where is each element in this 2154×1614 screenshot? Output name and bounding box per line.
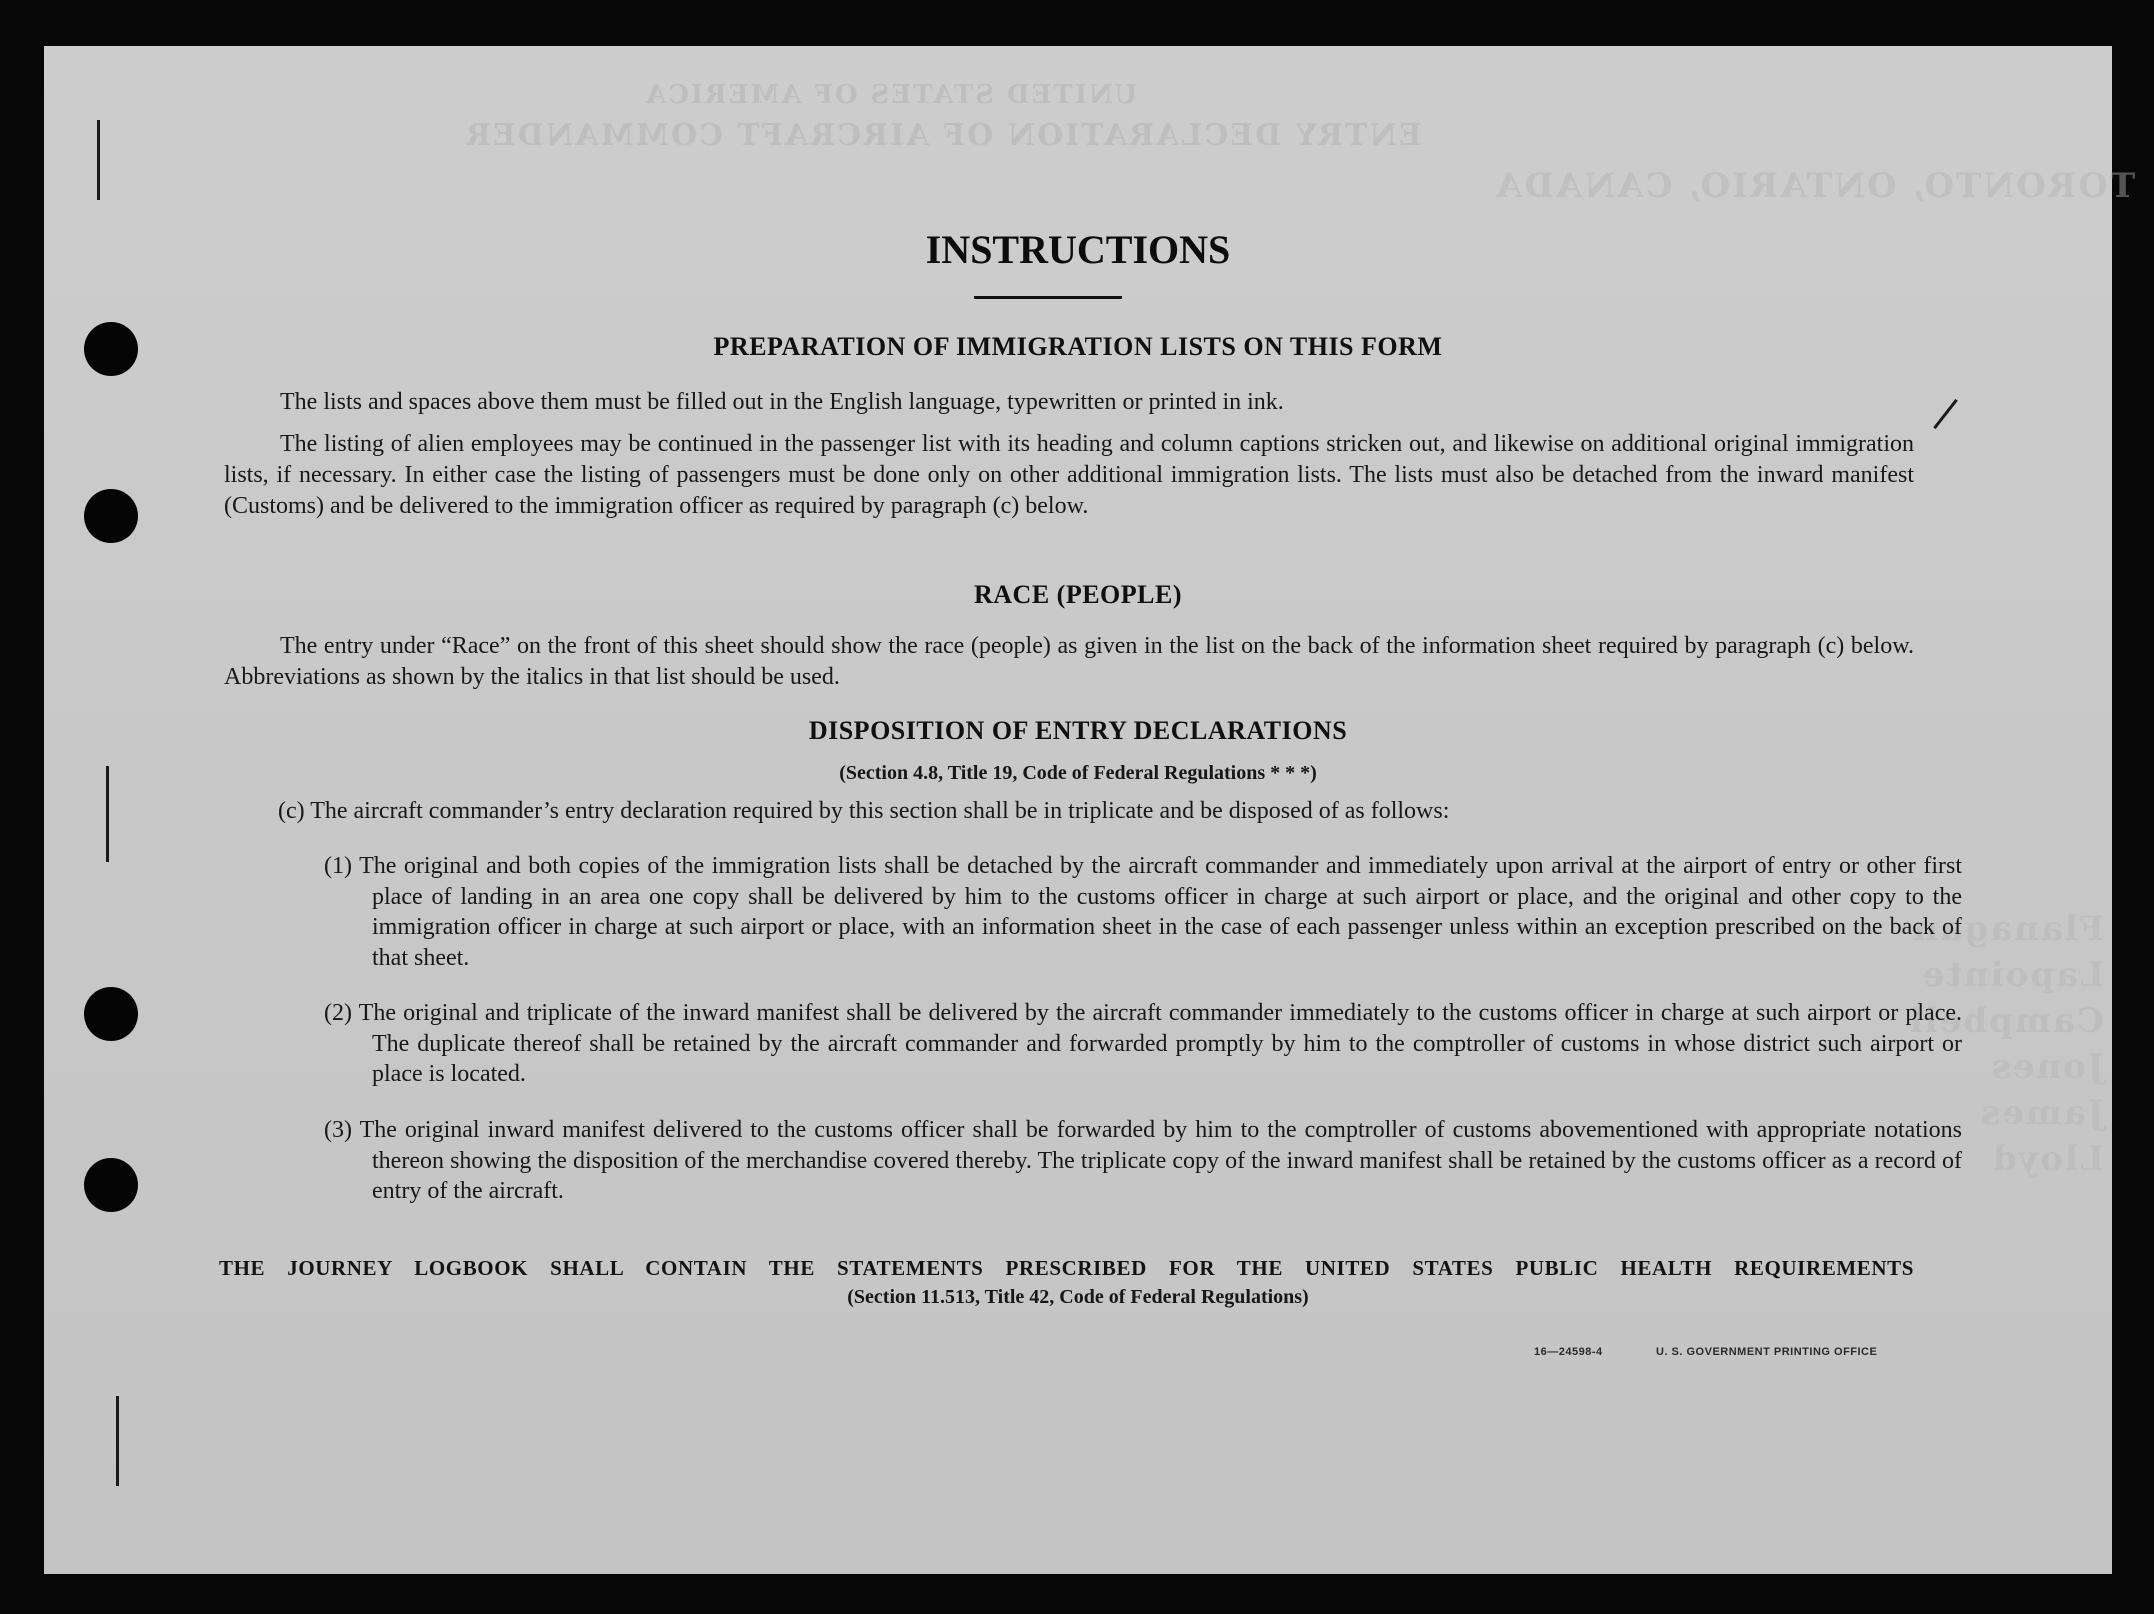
disposition-lead: (c) The aircraft commander’s entry declaration required by this section shall be in triplicate and be disposed of as follows: — [278, 798, 1450, 824]
disposition-item-3: (3) The original inward manifest delivered to the customs officer shall be forwarded by him to the comptroller of customs abovementioned with appropriate notations thereon showing the disposition of the merchandise covered thereby. The triplicate copy of the inward manifest shall be retained by the customs officer as a record of entry of the aircraft. — [324, 1117, 1962, 1204]
disposition-item-1: (1) The original and both copies of the immigration lists shall be detached by the aircraft commander and immediately upon arrival at the airport of entry or other first place of landing in an area one copy shall be delivered by him to the customs officer in charge at such airport or place, and the original and other copy to the immigration officer in charge at such airport or place, with an information sheet in the case of each passenger unless within an exception prescribed on the back of that sheet. — [324, 853, 1962, 971]
public-health-citation: (Section 11.513, Title 42, Code of Federal Regulations) — [847, 1286, 1309, 1308]
race-paragraph: The entry under “Race” on the front of this sheet should show the race (people) as given in the list on the back of the information sheet required by paragraph (c) below. Abbreviations as shown by the italics in that list should be used. — [224, 633, 1914, 690]
page-title: INSTRUCTIONS — [925, 227, 1231, 272]
disposition-item-2: (2) The original and triplicate of the inward manifest shall be delivered by the aircraft commander immediately to the customs officer in charge at such airport or place. The duplicate thereof shall be retained by the aircraft commander and forwarded promptly by him to the comptroller of customs in whose district such airport or place is located. — [324, 1000, 1962, 1087]
section-heading-race: RACE (PEOPLE) — [974, 580, 1182, 609]
title-underline — [974, 296, 1122, 299]
preparation-paragraph-1: The lists and spaces above them must be filled out in the English language, typewritten or printed in ink. — [280, 389, 1284, 415]
instructions-content — [44, 46, 2112, 1574]
public-health-statement: THE JOURNEY LOGBOOK SHALL CONTAIN THE STATEMENTS PRESCRIBED FOR THE UNITED STATES PUBLIC HEALTH REQUIREMENTS — [219, 1256, 1914, 1280]
show-through: UNITED STATES OF AMERICA — [644, 80, 1138, 110]
section-heading-disposition: DISPOSITION OF ENTRY DECLARATIONS — [808, 716, 1348, 745]
document-sheet — [44, 46, 2136, 1574]
show-through: Flanagan Lapointe Campbell Jones James Lloyd — [1907, 909, 2104, 1179]
show-through: TORONTO, ONTARIO, CANADA — [1494, 166, 2136, 206]
section-heading-preparation: PREPARATION OF IMMIGRATION LISTS ON THIS FORM — [713, 332, 1443, 361]
form-number: 16—24598-4 — [1534, 1346, 1603, 1358]
disposition-citation: (Section 4.8, Title 19, Code of Federal Regulations * * *) — [839, 762, 1317, 784]
printer-imprint: U. S. GOVERNMENT PRINTING OFFICE — [1656, 1346, 1878, 1358]
preparation-paragraph-2: The listing of alien employees may be continued in the passenger list with its heading and column captions stricken out, and likewise on additional original immigration lists, if necessary. In either case the listing of passengers must be done only on other additional immigration lists. The lists must also be detached from the inward manifest (Customs) and be delivered to the immigration officer as required by paragraph (c) below. — [224, 431, 1914, 519]
show-through: ENTRY DECLARATION OF AIRCRAFT COMMANDER — [464, 118, 1422, 153]
